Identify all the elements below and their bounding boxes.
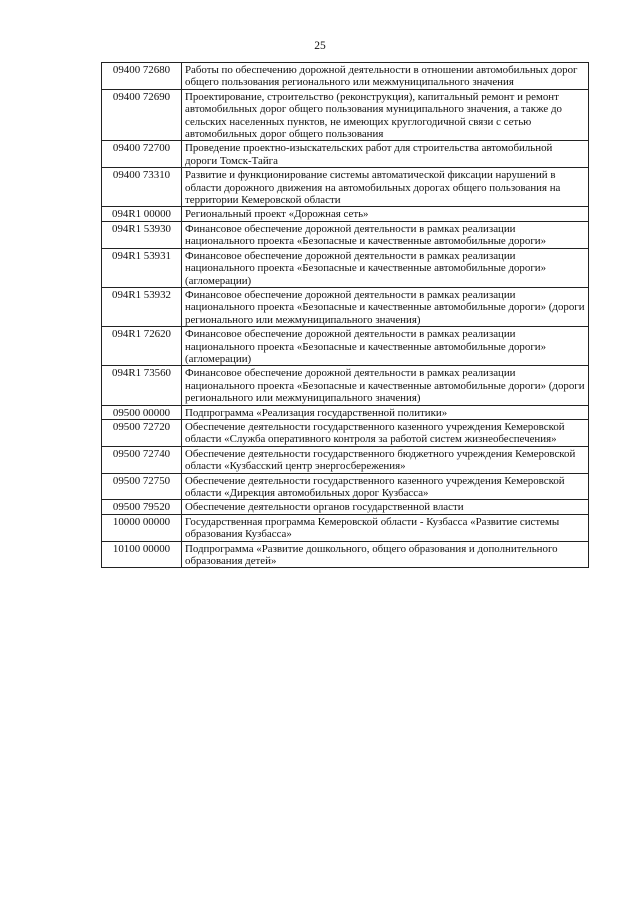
row-code: 094R1 73560 bbox=[102, 366, 182, 405]
table-row bbox=[102, 514, 589, 541]
row-code: 094R1 53931 bbox=[102, 248, 182, 287]
row-description: Финансовое обеспечение дорожной деятельности в рамках реализации национального проекта «Безопасные и качественные автомобильные дороги» (дороги регионального или межмуниципального значения) bbox=[182, 287, 589, 326]
page-number: 25 bbox=[314, 40, 326, 52]
row-description: Обеспечение деятельности государственного казенного учреждения Кемеровской области «Служба оперативного контроля за работой систем жизнеобеспечения» bbox=[182, 419, 589, 446]
row-code: 094R1 72620 bbox=[102, 327, 182, 366]
table-row bbox=[102, 541, 589, 568]
table-body bbox=[102, 63, 589, 568]
table-row bbox=[102, 89, 589, 141]
table-row bbox=[102, 405, 589, 419]
row-code: 09500 72720 bbox=[102, 419, 182, 446]
row-code: 09400 73310 bbox=[102, 168, 182, 207]
table-row bbox=[102, 207, 589, 221]
table-row bbox=[102, 500, 589, 514]
row-description: Государственная программа Кемеровской области - Кузбасса «Развитие системы образования Кузбасса» bbox=[182, 514, 589, 541]
row-code: 09500 72740 bbox=[102, 446, 182, 473]
row-description: Проведение проектно-изыскательских работ для строительства автомобильной дороги Томск-Тайга bbox=[182, 141, 589, 168]
row-description: Финансовое обеспечение дорожной деятельности в рамках реализации национального проекта «Безопасные и качественные автомобильные дороги» (агломерации) bbox=[182, 327, 589, 366]
table-row bbox=[102, 221, 589, 248]
table-row bbox=[102, 366, 589, 405]
table-row bbox=[102, 473, 589, 500]
row-code: 10100 00000 bbox=[102, 541, 182, 568]
row-code: 09500 79520 bbox=[102, 500, 182, 514]
row-code: 09400 72690 bbox=[102, 89, 182, 141]
table-row bbox=[102, 446, 589, 473]
table-row bbox=[102, 248, 589, 287]
table-row bbox=[102, 327, 589, 366]
row-description: Обеспечение деятельности государственного казенного учреждения Кемеровской области «Дирекция автомобильных дорог Кузбасса» bbox=[182, 473, 589, 500]
row-description: Подпрограмма «Реализация государственной политики» bbox=[182, 405, 589, 419]
row-code: 094R1 53932 bbox=[102, 287, 182, 326]
row-description: Финансовое обеспечение дорожной деятельности в рамках реализации национального проекта «Безопасные и качественные автомобильные дороги» (дороги регионального или межмуниципального значения) bbox=[182, 366, 589, 405]
row-description: Развитие и функционирование системы автоматической фиксации нарушений в области дорожного движения на автомобильных дорогах общего пользования на территории Кемеровской области bbox=[182, 168, 589, 207]
table-row bbox=[102, 419, 589, 446]
budget-classification-table bbox=[101, 62, 589, 568]
row-code: 09400 72700 bbox=[102, 141, 182, 168]
row-code: 09500 00000 bbox=[102, 405, 182, 419]
row-description: Работы по обеспечению дорожной деятельности в отношении автомобильных дорог общего пользования регионального или межмуниципального значения bbox=[182, 63, 589, 90]
row-code: 09400 72680 bbox=[102, 63, 182, 90]
row-description: Обеспечение деятельности государственного бюджетного учреждения Кемеровской области «Кузбасский центр энергосбережения» bbox=[182, 446, 589, 473]
table-row bbox=[102, 287, 589, 326]
table-row bbox=[102, 141, 589, 168]
row-code: 094R1 00000 bbox=[102, 207, 182, 221]
row-description: Региональный проект «Дорожная сеть» bbox=[182, 207, 589, 221]
row-code: 10000 00000 bbox=[102, 514, 182, 541]
row-description: Финансовое обеспечение дорожной деятельности в рамках реализации национального проекта «Безопасные и качественные автомобильные дороги» (агломерации) bbox=[182, 248, 589, 287]
row-description: Обеспечение деятельности органов государственной власти bbox=[182, 500, 589, 514]
table-row bbox=[102, 63, 589, 90]
row-code: 09500 72750 bbox=[102, 473, 182, 500]
row-description: Проектирование, строительство (реконструкция), капитальный ремонт и ремонт автомобильных дорог общего пользования муниципального значения, а также до сельских населенных пунктов, не имеющих круглогодичной связи с сетью автомобильных дорог общего пользования bbox=[182, 89, 589, 141]
table-row bbox=[102, 168, 589, 207]
row-description: Финансовое обеспечение дорожной деятельности в рамках реализации национального проекта «Безопасные и качественные автомобильные дороги» bbox=[182, 221, 589, 248]
row-description: Подпрограмма «Развитие дошкольного, общего образования и дополнительного образования детей» bbox=[182, 541, 589, 568]
row-code: 094R1 53930 bbox=[102, 221, 182, 248]
